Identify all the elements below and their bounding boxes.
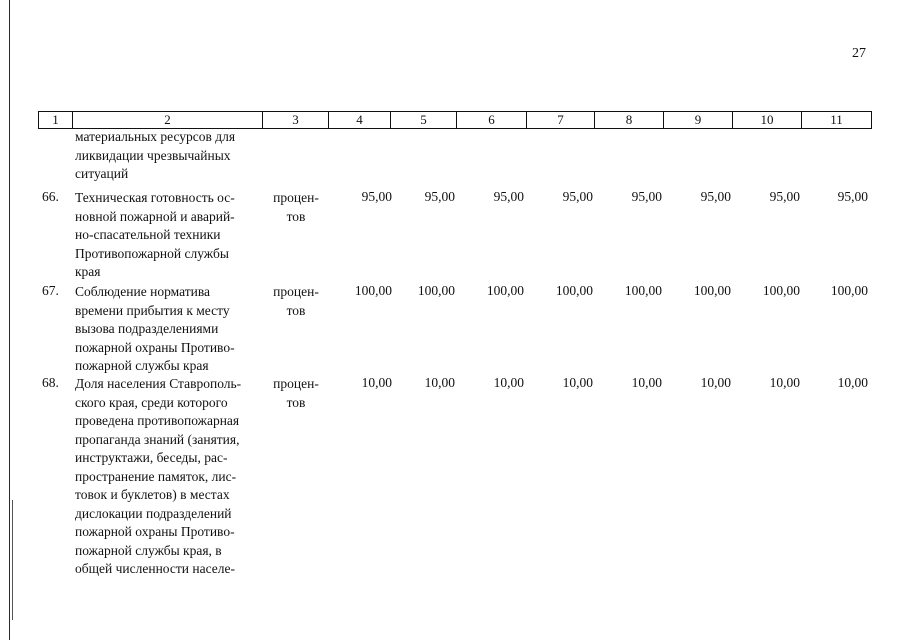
row-number: 68.	[42, 375, 59, 390]
header-cell-9: 9	[664, 112, 733, 129]
value-col-10: 95,00	[769, 189, 800, 204]
header-cell-11: 11	[802, 112, 872, 129]
header-cell-8: 8	[595, 112, 664, 129]
value-col-9: 95,00	[700, 189, 731, 204]
value-col-5: 100,00	[417, 283, 455, 298]
header-row	[39, 112, 872, 129]
row-description: Соблюдение норматива времени прибытия к месту вызова подразделениями пожарной охраны Противо- пожарной службы края	[75, 284, 235, 373]
value-col-8: 100,00	[624, 283, 662, 298]
column-number-header	[38, 111, 872, 129]
value-col-11: 95,00	[837, 189, 868, 204]
page-number: 27	[852, 46, 866, 61]
row-unit: процен- тов	[273, 284, 319, 318]
value-col-9: 10,00	[700, 375, 731, 390]
row-unit: процен- тов	[273, 190, 319, 224]
value-col-6: 95,00	[493, 189, 524, 204]
value-col-11: 100,00	[830, 283, 868, 298]
value-col-4: 95,00	[361, 189, 392, 204]
value-col-10: 10,00	[769, 375, 800, 390]
header-cell-2: 2	[73, 112, 263, 129]
header-cell-7: 7	[527, 112, 595, 129]
value-col-8: 10,00	[631, 375, 662, 390]
header-cell-10: 10	[733, 112, 802, 129]
value-col-4: 10,00	[361, 375, 392, 390]
value-col-11: 10,00	[837, 375, 868, 390]
header-cell-3: 3	[263, 112, 329, 129]
value-col-10: 100,00	[762, 283, 800, 298]
row-number: 66.	[42, 189, 59, 204]
row-unit: процен- тов	[273, 376, 319, 410]
page-left-edge-lower	[12, 500, 13, 620]
header-cell-5: 5	[391, 112, 457, 129]
value-col-6: 100,00	[486, 283, 524, 298]
value-col-8: 95,00	[631, 189, 662, 204]
value-col-5: 95,00	[424, 189, 455, 204]
value-col-4: 100,00	[354, 283, 392, 298]
value-col-7: 10,00	[562, 375, 593, 390]
value-col-9: 100,00	[693, 283, 731, 298]
page-left-edge	[9, 0, 10, 640]
value-col-7: 95,00	[562, 189, 593, 204]
header-cell-4: 4	[329, 112, 391, 129]
row-description: Техническая готовность ос- новной пожарной и аварий- но-спасательной техники Противопожарной службы края	[75, 190, 235, 279]
value-col-7: 100,00	[555, 283, 593, 298]
value-col-5: 10,00	[424, 375, 455, 390]
row-number: 67.	[42, 283, 59, 298]
header-cell-6: 6	[457, 112, 527, 129]
row-description: Доля населения Ставрополь- ского края, среди которого проведена противопожарная пропаганда знаний (занятия, инструктажи, беседы, рас- пространение памяток, лис- товок и буклетов) в местах дислокации подразделений пожарной охраны Противо- пожарной службы края, в общей численности населе-	[75, 376, 242, 576]
value-col-6: 10,00	[493, 375, 524, 390]
header-cell-1: 1	[39, 112, 73, 129]
continuation-description: материальных ресурсов для ликвидации чрезвычайных ситуаций	[75, 129, 236, 181]
